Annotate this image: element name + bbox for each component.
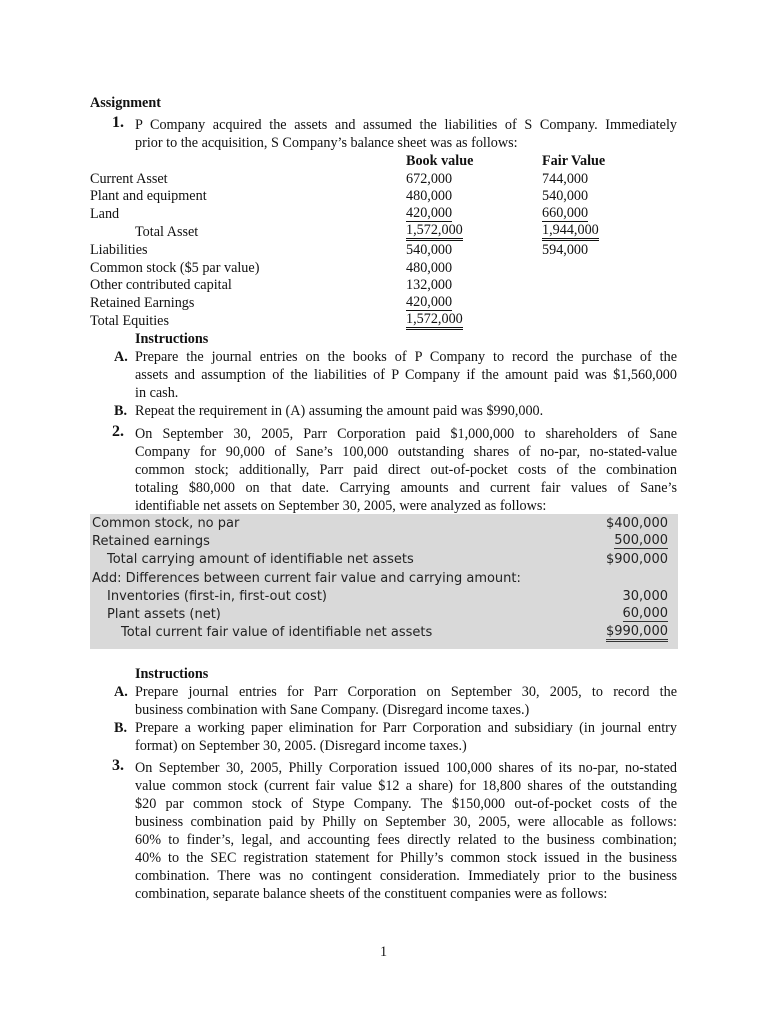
- row-fair: 660,000: [542, 205, 589, 221]
- q2-line2: Company for 90,000 of Sane’s 100,000 outstanding shares of no-par, no-stated-value: [135, 444, 677, 460]
- col-header-book-value: Book value: [406, 153, 474, 169]
- q3-line8: combination, separate balance sheets of the constituent companies were as follows:: [135, 886, 608, 902]
- row-fair: 1,944,000: [542, 223, 599, 238]
- q2-line1: On September 30, 2005, Parr Corporation paid $1,000,000 to shareholders of Sane: [135, 426, 677, 442]
- table-label: Inventories (first-in, first-out cost): [107, 589, 327, 604]
- row-label: Common stock ($5 par value): [90, 260, 260, 276]
- row-book: 480,000: [406, 260, 453, 276]
- row-fair: 594,000: [542, 242, 589, 258]
- row-book: 420,000: [406, 294, 453, 310]
- row-book: 132,000: [406, 277, 453, 293]
- table-value: $400,000: [605, 516, 668, 531]
- q1-text-line2: prior to the acquisition, S Company’s balance sheet was as follows:: [135, 135, 518, 151]
- q1-a-line3: in cash.: [135, 385, 179, 401]
- q3-line1: On September 30, 2005, Philly Corporation issued 100,000 shares of its no-par, no-stated: [135, 760, 677, 776]
- row-label: Other contributed capital: [90, 277, 232, 293]
- table-label: Common stock, no par: [92, 516, 240, 531]
- q1-text-line1: P Company acquired the assets and assumed the liabilities of S Company. Immediately: [135, 117, 677, 133]
- row-book: 672,000: [406, 171, 453, 187]
- q2-b-letter: B.: [114, 720, 128, 736]
- q2-number: 2.: [112, 423, 124, 440]
- row-label: Retained Earnings: [90, 295, 195, 311]
- q3-line3: $20 par common stock of Stype Company. The $150,000 out-of-pocket costs of the: [135, 796, 677, 812]
- q1-a-letter: A.: [114, 349, 128, 365]
- q2-instructions-heading: Instructions: [135, 666, 209, 682]
- q2-line3: common stock; additionally, Parr paid direct out-of-pocket costs of the combination: [135, 462, 677, 478]
- table-label: Plant assets (net): [107, 607, 221, 622]
- row-label: Land: [90, 206, 120, 222]
- table-value: 30,000: [622, 589, 668, 604]
- q1-instructions-heading: Instructions: [135, 331, 209, 347]
- row-label: Current Asset: [90, 171, 168, 187]
- row-fair: 540,000: [542, 188, 589, 204]
- row-book: 1,572,000: [406, 312, 463, 327]
- table-label: Total carrying amount of identifiable net assets: [107, 552, 414, 567]
- col-header-fair-value: Fair Value: [542, 153, 606, 169]
- q2-a-letter: A.: [114, 684, 128, 700]
- q1-a-line1: Prepare the journal entries on the books of P Company to record the purchase of the: [135, 349, 677, 365]
- row-fair: 744,000: [542, 171, 589, 187]
- q2-line5: identifiable net assets on September 30, 2005, were analyzed as follows:: [135, 498, 547, 514]
- row-book: 480,000: [406, 188, 453, 204]
- table-value: $900,000: [605, 552, 668, 567]
- net-assets-analysis-table: [90, 514, 678, 649]
- q3-line2: value common stock (current fair value $12 a share) for 18,800 shares of the outstanding: [135, 778, 677, 794]
- row-book: 1,572,000: [406, 223, 463, 238]
- q3-line5: 60% to finder’s, legal, and accounting fees directly related to the business combination;: [135, 832, 677, 848]
- q3-line7: combination. There was no contingent consideration. Immediately prior to the business: [135, 868, 677, 884]
- assignment-heading: Assignment: [90, 95, 161, 111]
- table-value: 500,000: [614, 533, 668, 548]
- q1-a-line2: assets and assumption of the liabilities of P Company if the amount paid was $1,560,000: [135, 367, 677, 383]
- row-book: 540,000: [406, 242, 453, 258]
- q3-number: 3.: [112, 757, 124, 774]
- q2-a-line2: business combination with Sane Company. (Disregard income taxes.): [135, 702, 530, 718]
- q1-b-letter: B.: [114, 403, 128, 419]
- row-label: Liabilities: [90, 242, 148, 258]
- page-number: 1: [380, 944, 388, 960]
- q3-line6: 40% to the SEC registration statement for Philly’s common stock issued in the business: [135, 850, 677, 866]
- row-label: Total Equities: [90, 313, 169, 329]
- q3-line4: business combination paid by Philly on September 30, 2005, were allocable as follows:: [135, 814, 677, 830]
- table-label: Retained earnings: [92, 534, 210, 549]
- q2-b-line2: format) on September 30, 2005. (Disregard income taxes.): [135, 738, 467, 754]
- row-book: 420,000: [406, 205, 453, 221]
- q1-b-line1: Repeat the requirement in (A) assuming the amount paid was $990,000.: [135, 403, 544, 419]
- table-value: $990,000: [606, 624, 668, 639]
- row-label: Total Asset: [135, 224, 199, 240]
- table-label: Add: Differences between current fair value and carrying amount:: [92, 571, 521, 586]
- q1-number: 1.: [112, 114, 124, 131]
- q2-line4: totaling $80,000 on that date. Carrying amounts and current fair values of Sane’s: [135, 480, 677, 496]
- q2-b-line1: Prepare a working paper elimination for Parr Corporation and subsidiary (in journal entry: [135, 720, 677, 736]
- q2-a-line1: Prepare journal entries for Parr Corporation on September 30, 2005, to record the: [135, 684, 677, 700]
- table-value: 60,000: [622, 606, 668, 621]
- row-label: Plant and equipment: [90, 188, 207, 204]
- table-label: Total current fair value of identifiable net assets: [121, 625, 433, 640]
